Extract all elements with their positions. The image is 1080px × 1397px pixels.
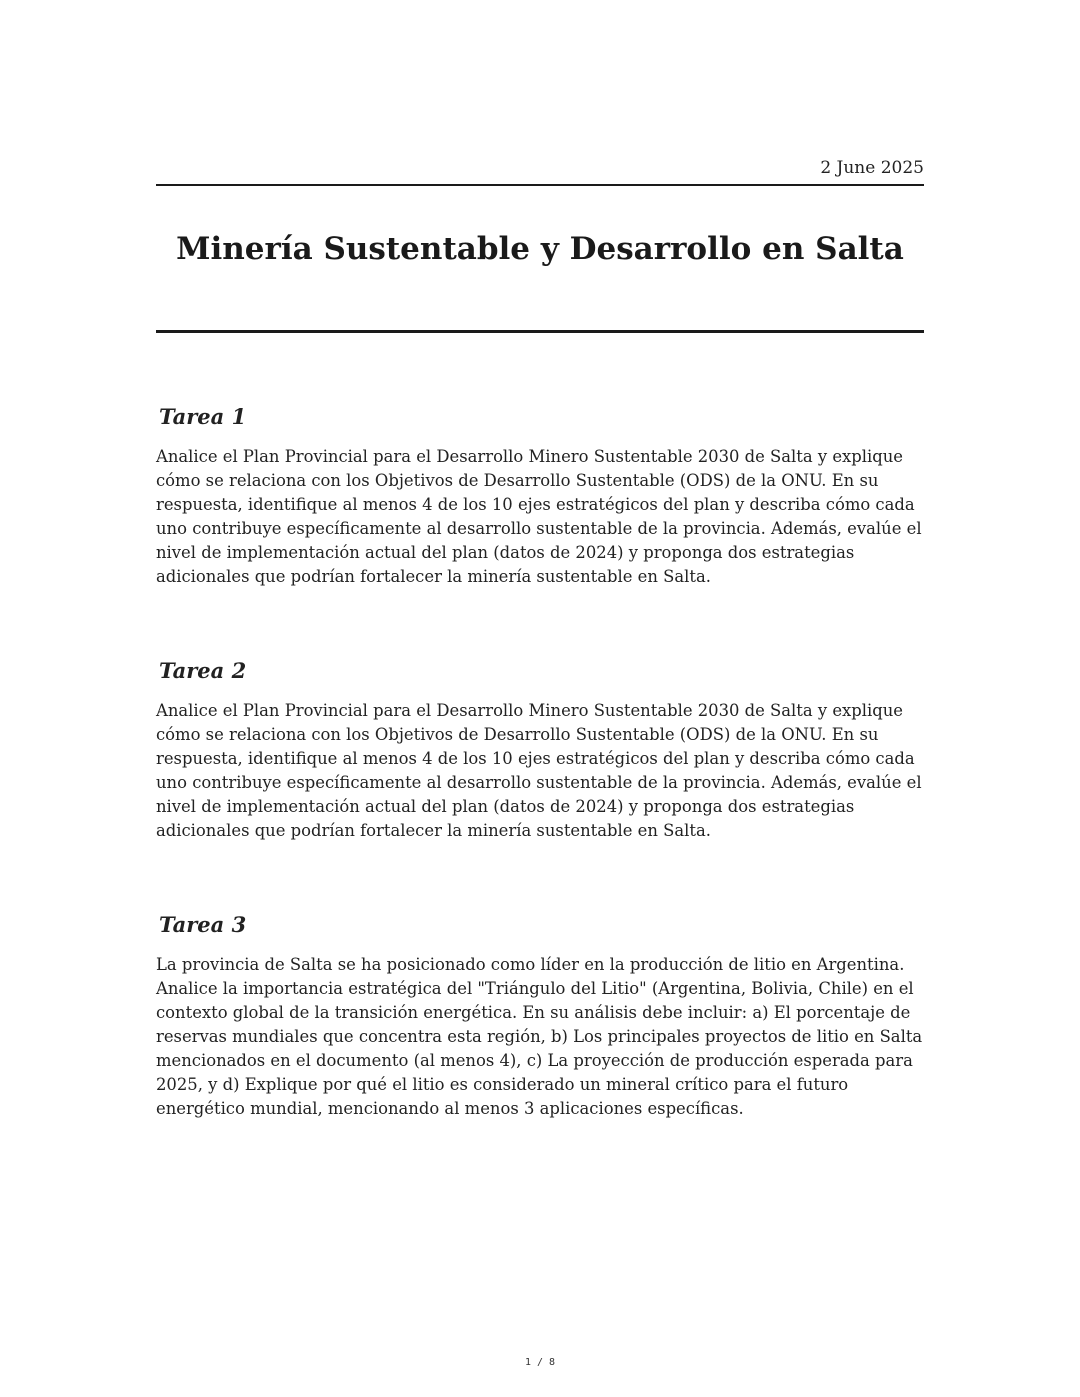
page-number: 1 / 8	[524, 1357, 556, 1368]
task-heading: Tarea 2	[159, 658, 247, 683]
task-section-2	[156, 657, 924, 843]
task-body: Analice el Plan Provincial para el Desarrollo Minero Sustentable 2030 de Salta y explique cómo se relaciona con los Objetivos de Desarrollo Sustentable (ODS) de la ONU. En su respuesta, identifique al menos 4 de los 10 ejes estratégicos del plan y describa cómo cada uno contribuye específicamente al desarrollo sustentable de la provincia. Además, evalúe el nivel de implementación actual del plan (datos de 2024) y proponga dos estrategias adicionales que podrían fortalecer la minería sustentable en Salta.	[156, 701, 922, 840]
task-heading: Tarea 3	[159, 912, 247, 937]
task-section-1	[156, 403, 924, 589]
document-date: 2 June 2025	[820, 158, 924, 178]
task-heading: Tarea 1	[159, 404, 247, 429]
task-body: Analice el Plan Provincial para el Desarrollo Minero Sustentable 2030 de Salta y explique cómo se relaciona con los Objetivos de Desarrollo Sustentable (ODS) de la ONU. En su respuesta, identifique al menos 4 de los 10 ejes estratégicos del plan y describa cómo cada uno contribuye específicamente al desarrollo sustentable de la provincia. Además, evalúe el nivel de implementación actual del plan (datos de 2024) y proponga dos estrategias adicionales que podrían fortalecer la minería sustentable en Salta.	[156, 447, 922, 586]
title-divider	[156, 330, 924, 333]
task-body: La provincia de Salta se ha posicionado como líder en la producción de litio en Argentina. Analice la importancia estratégica del "Triángulo del Litio" (Argentina, Bolivia, Chile) en el contexto global de la transición energética. En su análisis debe incluir: a) El porcentaje de reservas mundiales que concentra esta región, b) Los principales proyectos de litio en Salta mencionados en el documento (al menos 4), c) La proyección de producción esperada para 2025, y d) Explique por qué el litio es considerado un mineral crítico para el futuro energético mundial, mencionando al menos 3 aplicaciones específicas.	[156, 955, 923, 1118]
document-page	[156, 0, 924, 1397]
document-title: Minería Sustentable y Desarrollo en Salta	[176, 231, 904, 267]
task-section-3	[156, 911, 924, 1121]
header-divider	[156, 184, 924, 186]
